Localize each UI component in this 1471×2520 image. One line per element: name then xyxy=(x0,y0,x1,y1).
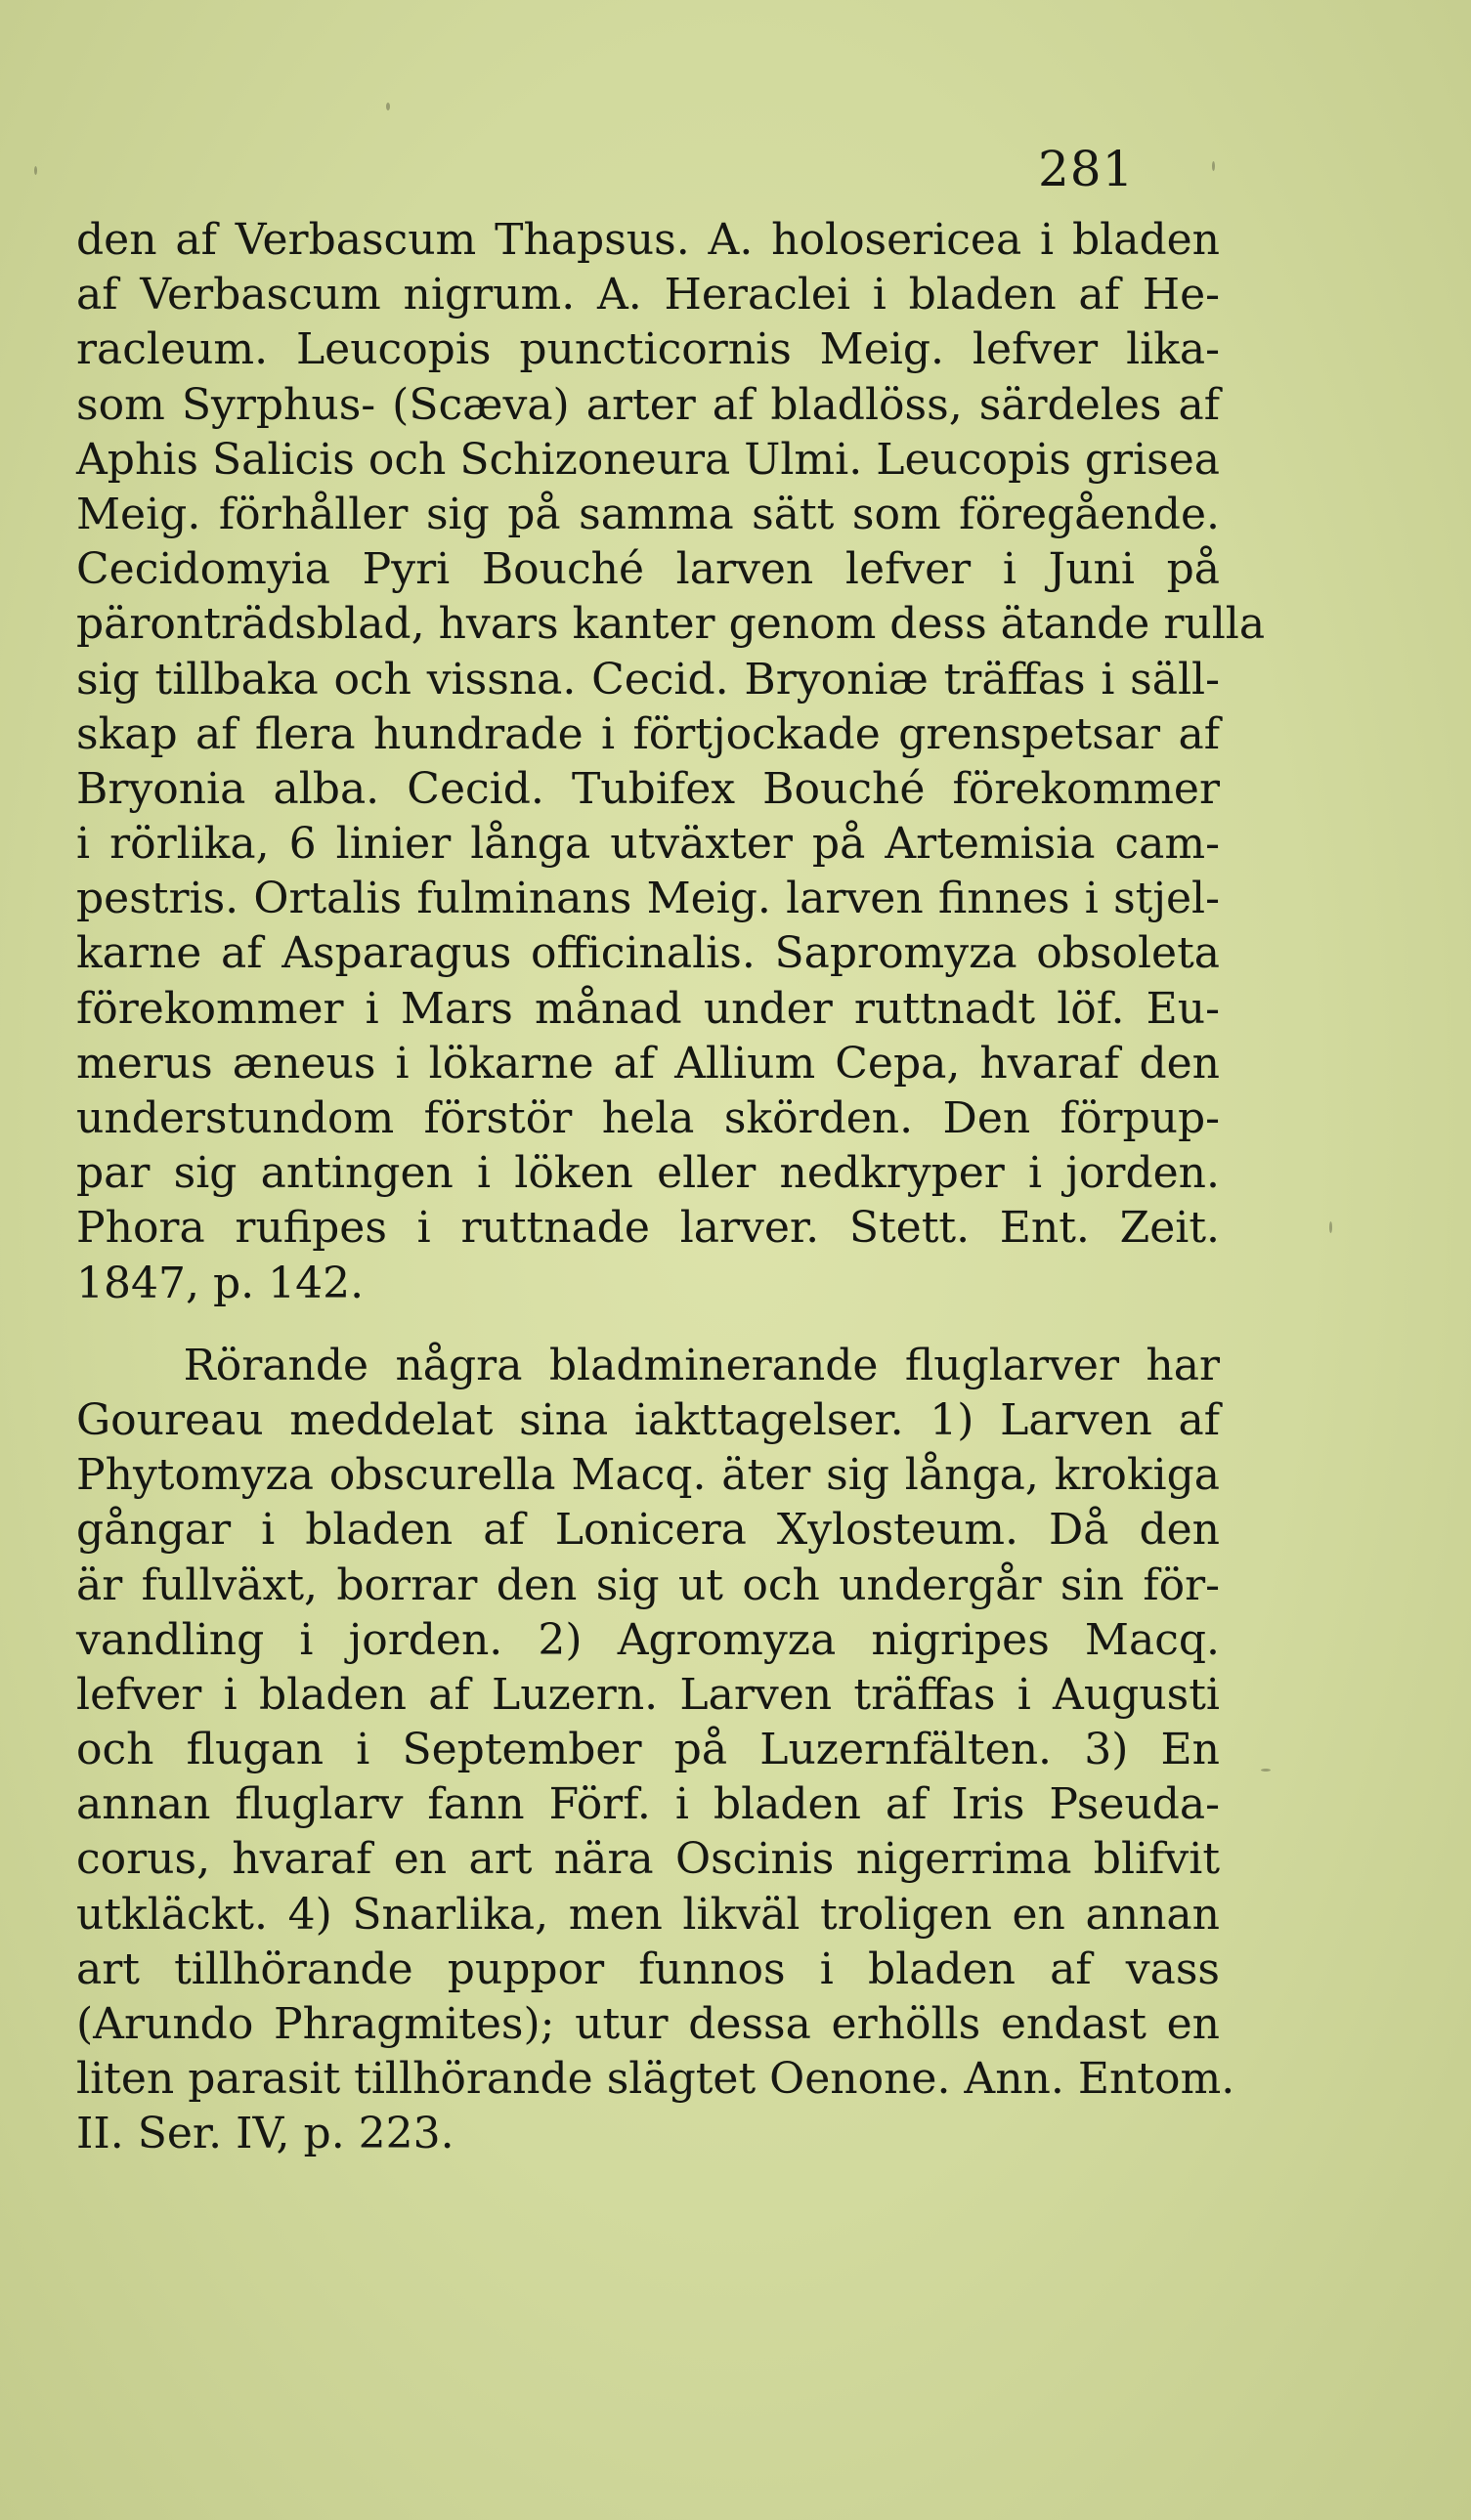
text-line: af Verbascum nigrum. A. Heraclei i bladen af He- xyxy=(76,270,1220,320)
text-line: Meig. förhåller sig på samma sätt som föregående. xyxy=(76,489,1220,539)
text-line: Goureau meddelat sina iakttagelser. 1) Larven af xyxy=(76,1394,1220,1445)
paragraph-2 xyxy=(76,1339,1235,2162)
text-line: päronträdsblad, hvars kanter genom dess ätande rulla xyxy=(76,599,1266,650)
text-line: Bryonia alba. Cecid. Tubifex Bouché förekommer xyxy=(76,763,1220,814)
text-line: pestris. Ortalis fulminans Meig. larven finnes i stjel- xyxy=(76,874,1220,924)
text-line: vandling i jorden. 2) Agromyza nigripes Macq. xyxy=(76,1614,1220,1665)
text-line: 1847, p. 142. xyxy=(76,1258,365,1308)
text-line: (Arundo Phragmites); utur dessa erhölls endast en xyxy=(76,1999,1220,2049)
text-line: Aphis Salicis och Schizoneura Ulmi. Leucopis grisea xyxy=(76,434,1220,485)
text-line: skap af flera hundrade i förtjockade grenspetsar af xyxy=(76,708,1220,759)
text-line: annan fluglarv fann Förf. i bladen af Iris Pseuda- xyxy=(76,1779,1220,1830)
body-text xyxy=(76,213,1266,2162)
text-line: gångar i bladen af Lonicera Xylosteum. Då den xyxy=(76,1505,1220,1556)
text-line: Cecidomyia Pyri Bouché larven lefver i Juni på xyxy=(76,544,1220,595)
text-line: understundom förstör hela skörden. Den förpup- xyxy=(76,1093,1220,1143)
text-line: i rörlika, 6 linier långa utväxter på Artemisia cam- xyxy=(76,819,1220,870)
page-number: 281 xyxy=(1038,141,1135,197)
text-line: art tillhörande puppor funnos i bladen af vass xyxy=(76,1943,1220,1994)
text-line: II. Ser. IV, p. 223. xyxy=(76,2109,454,2159)
paper-speck xyxy=(1261,1769,1271,1772)
text-line: Phytomyza obscurella Macq. äter sig långa, krokiga xyxy=(76,1450,1220,1501)
paper-speck xyxy=(34,166,37,175)
text-line: merus æneus i lökarne af Allium Cepa, hvaraf den xyxy=(76,1038,1220,1089)
text-line: är fullväxt, borrar den sig ut och undergår sin för- xyxy=(76,1559,1220,1610)
text-line: corus, hvaraf en art nära Oscinis nigerrima blifvit xyxy=(76,1834,1220,1885)
paper-speck xyxy=(1212,161,1215,171)
text-line: Phora rufipes i ruttnade larver. Stett. Ent. Zeit. xyxy=(76,1203,1220,1254)
paragraph-1 xyxy=(76,213,1266,1311)
text-line: Rörande några bladminerande fluglarver har xyxy=(76,1340,1220,1390)
text-line: den af Verbascum Thapsus. A. holosericea i bladen xyxy=(76,215,1220,265)
text-line: och flugan i September på Luzernfälten. 3) En xyxy=(76,1725,1220,1775)
text-line: karne af Asparagus officinalis. Sapromyza obsoleta xyxy=(76,928,1220,979)
text-line: förekommer i Mars månad under ruttnadt löf. Eu- xyxy=(76,983,1220,1034)
paper-speck xyxy=(386,103,390,110)
text-line: par sig antingen i löken eller nedkryper i jorden. xyxy=(76,1148,1220,1199)
text-line: sig tillbaka och vissna. Cecid. Bryoniæ träffas i säll- xyxy=(76,654,1220,705)
text-line: som Syrphus- (Scæva) arter af bladlöss, särdeles af xyxy=(76,379,1220,430)
text-line: lefver i bladen af Luzern. Larven träffas i Augusti xyxy=(76,1669,1220,1720)
paragraph-gap xyxy=(76,1311,1220,1339)
text-line: utkläckt. 4) Snarlika, men likväl troligen en annan xyxy=(76,1889,1220,1940)
text-line: liten parasit tillhörande slägtet Oenone. Ann. Entom. xyxy=(76,2054,1235,2105)
paper-speck xyxy=(1329,1221,1332,1233)
text-line: racleum. Leucopis puncticornis Meig. lefver lika- xyxy=(76,324,1220,375)
